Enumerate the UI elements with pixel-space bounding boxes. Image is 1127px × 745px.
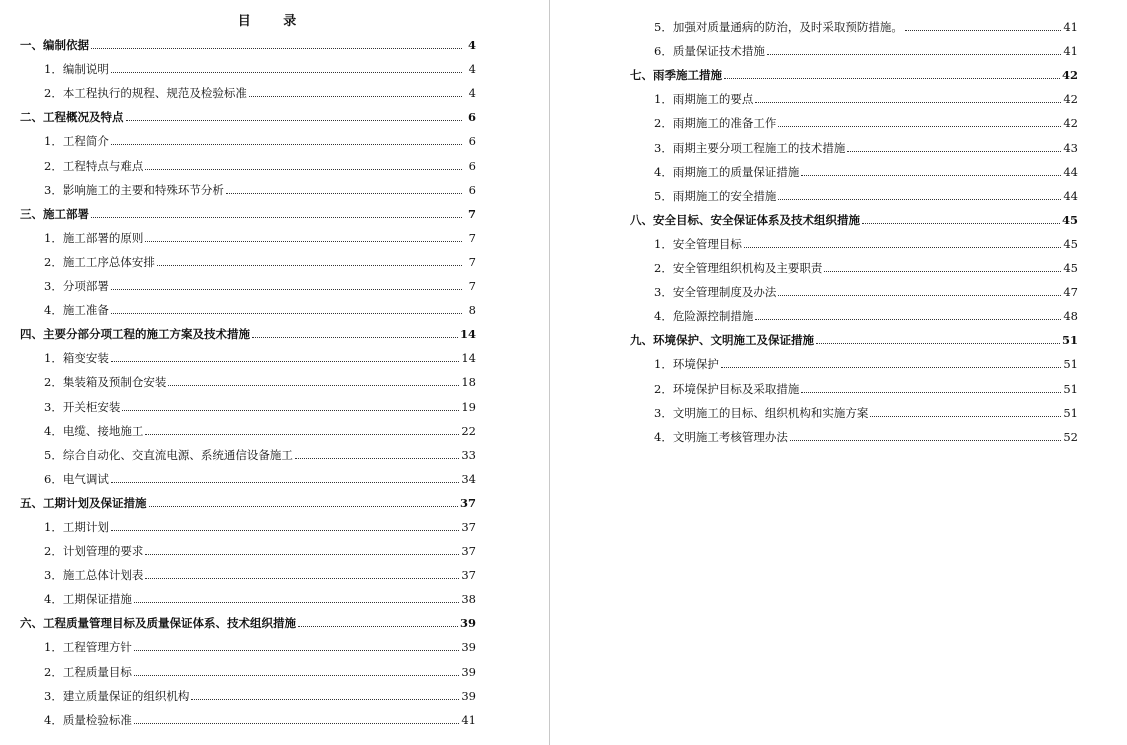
toc-page-number: 33 (461, 447, 476, 462)
toc-item-entry[interactable] (630, 228, 1078, 252)
toc-item-entry[interactable] (630, 156, 1078, 180)
toc-section-entry[interactable] (630, 204, 1078, 228)
toc-section-entry[interactable] (630, 324, 1078, 348)
toc-item-entry[interactable] (20, 559, 476, 583)
toc-entry-label: 3．分项部署 (44, 279, 109, 294)
toc-item-entry[interactable] (20, 222, 476, 246)
toc-item-entry[interactable] (20, 125, 476, 149)
toc-entry-label: 二、工程概况及特点 (20, 110, 124, 125)
toc-entry-label: 1．工程管理方针 (44, 640, 132, 655)
toc-page-number: 7 (468, 279, 476, 294)
toc-item-entry[interactable] (20, 174, 476, 198)
toc-page-number: 39 (461, 664, 476, 679)
toc-dot-leader (134, 601, 460, 603)
toc-entry-label: 3．建立质量保证的组织机构 (44, 688, 190, 703)
toc-item-entry[interactable] (20, 270, 476, 294)
toc-item-entry[interactable] (20, 655, 476, 679)
toc-page-number: 39 (459, 616, 476, 631)
toc-page-number: 4 (467, 38, 476, 53)
toc-entry-label: 6．质量保证技术措施 (654, 44, 765, 59)
toc-item-entry[interactable] (20, 415, 476, 439)
toc-entry-label: 1．工程简介 (44, 134, 109, 149)
toc-item-entry[interactable] (20, 439, 476, 463)
toc-entry-label: 4．文明施工考核管理办法 (654, 429, 788, 444)
toc-dot-leader (801, 174, 1061, 176)
toc-dot-leader (134, 722, 460, 724)
toc-dot-leader (755, 101, 1061, 103)
toc-dot-leader (149, 505, 458, 507)
toc-page-number: 51 (1063, 381, 1078, 396)
toc-entry-label: 4．工期保证措施 (44, 592, 132, 607)
toc-item-entry[interactable] (630, 372, 1078, 396)
toc-entry-label: 2．本工程执行的规程、规范及检验标准 (44, 86, 247, 101)
toc-entry-label: 三、施工部署 (20, 206, 89, 221)
toc-entry-label: 5．综合自动化、交直流电源、系统通信设备施工 (44, 447, 293, 462)
toc-dot-leader (295, 457, 460, 459)
toc-entry-label: 4．电缆、接地施工 (44, 423, 144, 438)
toc-dot-leader (111, 143, 462, 145)
toc-item-entry[interactable] (20, 149, 476, 173)
toc-dot-leader (145, 433, 459, 435)
toc-page-number: 51 (1063, 405, 1078, 420)
toc-dot-leader (134, 674, 460, 676)
toc-entry-label: 五、工期计划及保证措施 (20, 495, 147, 510)
toc-item-entry[interactable] (20, 704, 476, 728)
toc-page-number: 44 (1063, 164, 1078, 179)
toc-dot-leader (111, 360, 460, 362)
toc-entry-label: 2．工程特点与难点 (44, 158, 144, 173)
toc-entry-label: 4．质量检验标准 (44, 712, 132, 727)
toc-item-entry[interactable] (20, 246, 476, 270)
toc-entry-label: 4．施工准备 (44, 303, 109, 318)
toc-entry-label: 七、雨季施工措施 (630, 68, 722, 83)
toc-section-entry[interactable] (20, 607, 476, 631)
toc-entry-label: 1．安全管理目标 (654, 236, 742, 251)
toc-dot-leader (157, 264, 462, 266)
toc-dot-leader (790, 439, 1062, 441)
toc-item-entry[interactable] (20, 631, 476, 655)
toc-entry-label: 5．加强对质量通病的防治，及时采取预防措施。 (654, 20, 903, 35)
toc-page-number: 7 (467, 206, 476, 221)
toc-item-entry[interactable] (630, 180, 1078, 204)
toc-dot-leader (744, 246, 1062, 248)
toc-list-right (630, 11, 1078, 445)
toc-dot-leader (168, 384, 459, 386)
toc-page-number: 14 (459, 327, 476, 342)
toc-item-entry[interactable] (630, 348, 1078, 372)
toc-dot-leader (126, 119, 463, 121)
toc-dot-leader (801, 391, 1061, 393)
toc-item-entry[interactable] (20, 53, 476, 77)
toc-entry-label: 2．工程质量目标 (44, 664, 132, 679)
toc-item-entry[interactable] (630, 252, 1078, 276)
toc-page-number: 39 (461, 688, 476, 703)
toc-item-entry[interactable] (630, 421, 1078, 445)
toc-entry-label: 3．影响施工的主要和特殊环节分析 (44, 182, 224, 197)
toc-item-entry[interactable] (630, 397, 1078, 421)
toc-section-entry[interactable] (20, 29, 476, 53)
toc-page-number: 41 (1063, 44, 1078, 59)
toc-dot-leader (122, 409, 459, 411)
toc-page-number: 41 (1063, 20, 1078, 35)
toc-dot-leader (91, 47, 462, 49)
toc-dot-leader (145, 553, 459, 555)
toc-item-entry[interactable] (20, 342, 476, 366)
toc-item-entry[interactable] (20, 366, 476, 390)
toc-page-number: 45 (1063, 236, 1078, 251)
toc-page-number: 7 (468, 230, 476, 245)
toc-entry-label: 1．施工部署的原则 (44, 230, 144, 245)
toc-page-number: 51 (1063, 357, 1078, 372)
toc-dot-leader (145, 240, 462, 242)
toc-list-left (20, 29, 476, 728)
toc-page-number: 18 (461, 375, 476, 390)
toc-page-number: 48 (1063, 309, 1078, 324)
toc-item-entry[interactable] (630, 83, 1078, 107)
toc-dot-leader (226, 192, 462, 194)
toc-entry-label: 3．雨期主要分项工程施工的技术措施 (654, 140, 846, 155)
toc-dot-leader (778, 294, 1061, 296)
toc-section-entry[interactable] (20, 487, 476, 511)
toc-dot-leader (249, 95, 462, 97)
toc-dot-leader (905, 29, 1062, 31)
toc-page-number: 4 (468, 86, 476, 101)
toc-page-number: 38 (461, 592, 476, 607)
toc-dot-leader (134, 649, 460, 651)
toc-dot-leader (778, 198, 1061, 200)
page-divider (549, 0, 550, 745)
toc-page-number: 51 (1061, 333, 1078, 348)
toc-entry-label: 6．电气调试 (44, 471, 109, 486)
toc-item-entry[interactable] (20, 77, 476, 101)
toc-dot-leader (824, 270, 1061, 272)
toc-item-entry[interactable] (630, 35, 1078, 59)
toc-entry-label: 4．雨期施工的质量保证措施 (654, 164, 800, 179)
toc-dot-leader (870, 415, 1061, 417)
toc-entry-label: 1．箱变安装 (44, 351, 109, 366)
toc-dot-leader (778, 125, 1061, 127)
toc-item-entry[interactable] (630, 276, 1078, 300)
toc-dot-leader (111, 481, 460, 483)
toc-page-number: 45 (1061, 212, 1078, 227)
toc-item-entry[interactable] (20, 294, 476, 318)
toc-page-number: 22 (461, 423, 476, 438)
toc-item-entry[interactable] (20, 535, 476, 559)
toc-item-entry[interactable] (630, 11, 1078, 35)
toc-dot-leader (191, 698, 459, 700)
toc-entry-label: 1．编制说明 (44, 62, 109, 77)
toc-entry-label: 1．雨期施工的要点 (654, 92, 754, 107)
toc-page-number: 37 (459, 495, 476, 510)
toc-page-number: 45 (1063, 261, 1078, 276)
toc-dot-leader (145, 168, 462, 170)
toc-item-entry[interactable] (20, 583, 476, 607)
toc-entry-label: 1．工期计划 (44, 519, 109, 534)
toc-entry-label: 2．计划管理的要求 (44, 544, 144, 559)
toc-dot-leader (252, 336, 458, 338)
toc-page-number: 6 (468, 182, 476, 197)
toc-dot-leader (862, 222, 1060, 224)
toc-entry-label: 2．安全管理组织机构及主要职责 (654, 261, 823, 276)
toc-dot-leader (724, 77, 1060, 79)
toc-dot-leader (111, 288, 462, 290)
toc-item-entry[interactable] (630, 300, 1078, 324)
toc-entry-label: 2．集装箱及预制仓安装 (44, 375, 167, 390)
toc-page-number: 19 (461, 399, 476, 414)
toc-entry-label: 九、环境保护、文明施工及保证措施 (630, 333, 814, 348)
toc-entry-label: 4．危险源控制措施 (654, 309, 754, 324)
toc-dot-leader (145, 577, 459, 579)
toc-dot-leader (91, 216, 462, 218)
toc-entry-label: 2．雨期施工的准备工作 (654, 116, 777, 131)
toc-page-number: 37 (461, 568, 476, 583)
toc-title: 目 录 (237, 14, 311, 29)
toc-page-number: 44 (1063, 188, 1078, 203)
toc-entry-label: 一、编制依据 (20, 38, 89, 53)
toc-dot-leader (298, 625, 458, 627)
toc-page-number: 6 (467, 110, 476, 125)
toc-page-number: 4 (468, 62, 476, 77)
toc-item-entry[interactable] (20, 680, 476, 704)
toc-page-number: 34 (461, 471, 476, 486)
toc-section-entry[interactable] (20, 198, 476, 222)
toc-section-entry[interactable] (20, 101, 476, 125)
toc-page-number: 14 (461, 351, 476, 366)
toc-page-number: 43 (1063, 140, 1078, 155)
toc-page-number: 47 (1063, 285, 1078, 300)
toc-dot-leader (111, 312, 462, 314)
toc-entry-label: 2．环境保护目标及采取措施 (654, 381, 800, 396)
toc-entry-label: 3．文明施工的目标、组织机构和实施方案 (654, 405, 869, 420)
toc-page-number: 37 (461, 519, 476, 534)
toc-dot-leader (111, 529, 460, 531)
toc-item-entry[interactable] (20, 511, 476, 535)
toc-item-entry[interactable] (630, 131, 1078, 155)
toc-dot-leader (816, 342, 1060, 344)
toc-entry-label: 3．开关柜安装 (44, 399, 121, 414)
toc-entry-label: 八、安全目标、安全保证体系及技术组织措施 (630, 212, 860, 227)
toc-section-entry[interactable] (20, 318, 476, 342)
toc-page-number: 37 (461, 544, 476, 559)
toc-item-entry[interactable] (20, 390, 476, 414)
toc-dot-leader (111, 71, 462, 73)
toc-page-number: 39 (461, 640, 476, 655)
toc-page-number: 6 (468, 134, 476, 149)
toc-entry-label: 3．安全管理制度及办法 (654, 285, 777, 300)
toc-item-entry[interactable] (20, 463, 476, 487)
toc-page-number: 7 (468, 254, 476, 269)
toc-section-entry[interactable] (630, 59, 1078, 83)
toc-page-number: 52 (1063, 429, 1078, 444)
toc-page-number: 42 (1061, 68, 1078, 83)
toc-entry-label: 1．环境保护 (654, 357, 719, 372)
toc-page-number: 8 (468, 303, 476, 318)
toc-dot-leader (767, 53, 1062, 55)
toc-page-number: 42 (1063, 92, 1078, 107)
toc-item-entry[interactable] (630, 107, 1078, 131)
toc-dot-leader (721, 366, 1062, 368)
toc-entry-label: 5．雨期施工的安全措施 (654, 188, 777, 203)
toc-entry-label: 3．施工总体计划表 (44, 568, 144, 583)
toc-page-number: 41 (461, 712, 476, 727)
toc-dot-leader (755, 318, 1061, 320)
toc-entry-label: 2．施工工序总体安排 (44, 254, 155, 269)
toc-entry-label: 六、工程质量管理目标及质量保证体系、技术组织措施 (20, 616, 296, 631)
toc-entry-label: 四、主要分部分项工程的施工方案及技术措施 (20, 327, 250, 342)
toc-page-number: 42 (1063, 116, 1078, 131)
toc-page-number: 6 (468, 158, 476, 173)
toc-dot-leader (847, 150, 1061, 152)
